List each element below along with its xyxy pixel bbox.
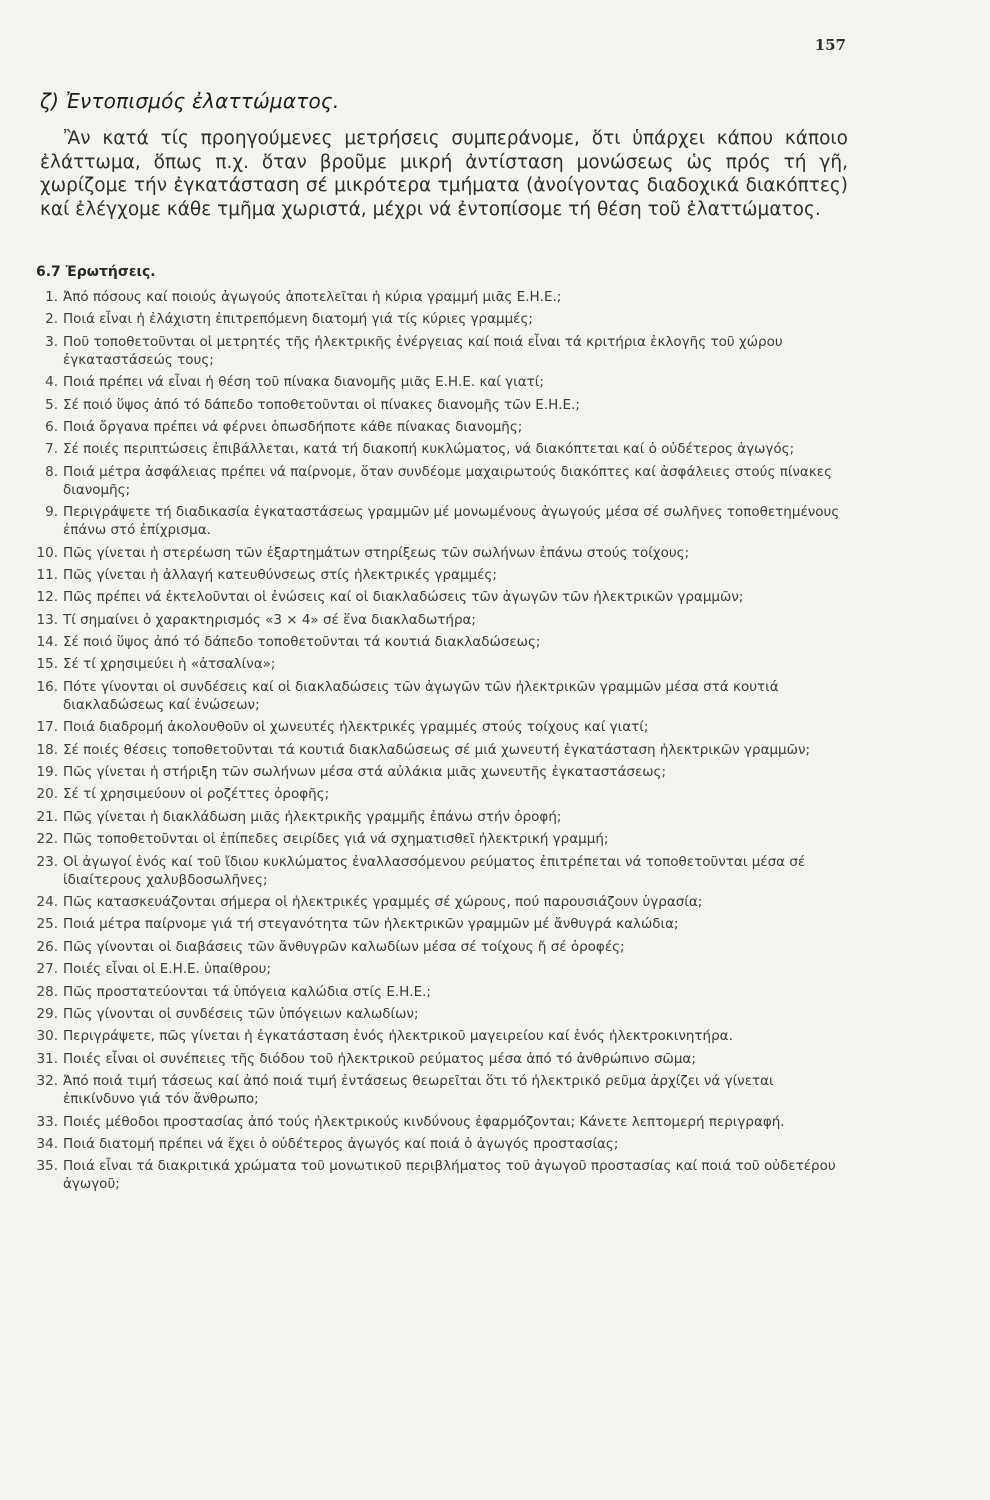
question-item-13 xyxy=(0,611,843,629)
question-text: Πῶς κατασκευάζονται σήμερα οἱ ἠλεκτρικές γραμμές σέ χώρους, πού παρουσιάζουν ὑγρασία; xyxy=(63,893,703,910)
question-number: 3. xyxy=(45,333,58,350)
question-number: 21. xyxy=(36,808,58,825)
question-number: 2. xyxy=(45,311,58,328)
question-item-34 xyxy=(0,1135,843,1153)
question-item-31 xyxy=(0,1050,843,1068)
question-item-27 xyxy=(0,960,843,978)
question-item-14 xyxy=(0,633,843,651)
question-item-16 xyxy=(0,678,843,714)
question-number: 31. xyxy=(36,1050,58,1067)
question-item-2 xyxy=(0,310,843,328)
question-text: Ποιά διαδρομή ἀκολουθοῦν οἱ χωνευτές ἠλεκτρικές γραμμές στούς τοίχους καί γιατί; xyxy=(63,719,649,736)
question-item-18 xyxy=(0,741,843,759)
question-item-17 xyxy=(0,718,843,736)
question-text: Σέ τί χρησιμεύουν οἱ ροζέττες ὀροφῆς; xyxy=(63,786,330,803)
question-text: Πῶς πρέπει νά ἐκτελοῦνται οἱ ἐνώσεις καί οἱ διακλαδώσεις τῶν ἀγωγῶν τῶν ἠλεκτρικῶν γραμμῶν; xyxy=(63,589,744,606)
question-number: 8. xyxy=(45,463,58,480)
question-text: Περιγράψετε τή διαδικασία ἐγκαταστάσεως γραμμῶν μέ μονωμένους ἀγωγούς μέσα σέ σωλῆνες τοποθετημένους ἐπάνω στό ἐπίχρισμα. xyxy=(63,504,840,539)
question-text: Σέ τί χρησιμεύει ἡ «ἀτσαλίνα»; xyxy=(63,656,276,673)
intro-paragraph: Ἂν κατά τίς προηγούμενες μετρήσεις συμπεράνομε, ὅτι ὑπάρχει κάπου κάποιο ἐλάττωμα, ὅπως π.χ. ὅταν βροῦμε μικρή ἀντίσταση μονώσεως ὡς πρός τή γῆ, χωρίζομε τήν ἐγκατάσταση σέ μικρότερα τμήματα (ἀνοίγοντας διαδοχικά διακόπτες) καί ἐλέγχομε κάθε τμῆμα χωριστά, μέχρι νά ἐντοπίσομε τή θέση τοῦ ἐλαττώματος. xyxy=(40,128,848,220)
question-text: Πῶς γίνονται οἱ συνδέσεις τῶν ὑπόγειων καλωδίων; xyxy=(63,1005,419,1022)
question-text: Ποιά μέτρα ἀσφάλειας πρέπει νά παίρνομε, ὅταν συνδέομε μαχαιρωτούς διακόπτες καί ἀσφάλειες στούς πίνακες διανομῆς; xyxy=(63,463,833,498)
question-number: 5. xyxy=(45,396,58,413)
question-number: 4. xyxy=(45,374,58,391)
question-number: 10. xyxy=(36,544,58,561)
question-number: 6. xyxy=(45,418,58,435)
question-number: 28. xyxy=(36,983,58,1000)
question-item-9 xyxy=(0,503,843,539)
question-number: 9. xyxy=(45,504,58,521)
question-text: Σέ ποιό ὕψος ἀπό τό δάπεδο τοποθετοῦνται τά κουτιά διακλαδώσεως; xyxy=(63,634,541,651)
question-item-33 xyxy=(0,1113,843,1131)
question-item-22 xyxy=(0,830,843,848)
question-number: 22. xyxy=(36,831,58,848)
question-item-28 xyxy=(0,983,843,1001)
question-item-29 xyxy=(0,1005,843,1023)
question-text: Ποιά εἶναι ἡ ἐλάχιστη ἐπιτρεπόμενη διατομή γιά τίς κύριες γραμμές; xyxy=(63,311,533,328)
question-text: Ποιά ὄργανα πρέπει νά φέρνει ὁπωσδήποτε κάθε πίνακας διανομῆς; xyxy=(63,418,523,435)
question-text: Πῶς γίνεται ἡ στήριξη τῶν σωλήνων μέσα στά αὐλάκια μιᾶς χωνευτῆς ἐγκαταστάσεως; xyxy=(63,764,667,781)
question-item-25 xyxy=(0,915,843,933)
section-heading: ζ) Ἐντοπισμός ἐλαττώματος. xyxy=(40,89,340,113)
question-item-24 xyxy=(0,893,843,911)
question-item-19 xyxy=(0,763,843,781)
question-number: 13. xyxy=(36,611,58,628)
question-text: Ποιά διατομή πρέπει νά ἔχει ὁ οὐδέτερος ἀγωγός καί ποιά ὁ ἀγωγός προστασίας; xyxy=(63,1135,619,1152)
question-number: 16. xyxy=(36,678,58,695)
question-text: Ἀπό πόσους καί ποιούς ἀγωγούς ἀποτελεῖται ἡ κύρια γραμμή μιᾶς Ε.Η.Ε.; xyxy=(63,289,562,305)
question-number: 18. xyxy=(36,741,58,758)
question-item-10 xyxy=(0,544,843,562)
question-text: Ποιά πρέπει νά εἶναι ἡ θέση τοῦ πίνακα διανομῆς μιᾶς Ε.Η.Ε. καί γιατί; xyxy=(63,374,544,391)
question-item-26 xyxy=(0,938,843,956)
question-text: Οἱ ἀγωγοί ἑνός καί τοῦ ἴδιου κυκλώματος ἐναλλασσόμενου ρεύματος ἐπιτρέπεται νά τοποθετοῦνται μέσα σέ ἰδιαίτερους χαλυβδοσωλῆνες; xyxy=(63,853,806,888)
question-text: Ποιές εἶναι οἱ συνέπειες τῆς διόδου τοῦ ἠλεκτρικοῦ ρεύματος μέσα ἀπό τό ἀνθρώπινο σῶμα; xyxy=(63,1050,696,1067)
question-list xyxy=(0,288,990,1198)
question-text: Πῶς γίνεται ἡ διακλάδωση μιᾶς ἠλεκτρικῆς γραμμῆς ἐπάνω στήν ὀροφή; xyxy=(63,808,562,825)
question-text: Ἀπό ποιά τιμή τάσεως καί ἀπό ποιά τιμή ἐντάσεως θεωρεῖται ὅτι τό ἠλεκτρικό ρεῦμα ἀρχίζει νά γίνεται ἐπικίνδυνο γιά τόν ἄνθρωπο; xyxy=(63,1073,774,1108)
question-item-4 xyxy=(0,373,843,391)
question-text: Πῶς γίνεται ἡ στερέωση τῶν ἐξαρτημάτων στηρίξεως τῶν σωλήνων ἐπάνω στούς τοίχους; xyxy=(63,544,690,561)
question-number: 19. xyxy=(36,764,58,781)
question-text: Πῶς προστατεύονται τά ὑπόγεια καλώδια στίς Ε.Η.Ε.; xyxy=(63,983,431,1000)
question-item-21 xyxy=(0,808,843,826)
question-text: Ποιά εἶναι τά διακριτικά χρώματα τοῦ μονωτικοῦ περιβλήματος τοῦ ἀγωγοῦ προστασίας καί ποιά τοῦ οὐδετέρου ἀγωγοῦ; xyxy=(63,1158,836,1193)
page-number: 157 xyxy=(814,36,846,54)
question-number: 14. xyxy=(36,634,58,651)
question-item-11 xyxy=(0,566,843,584)
question-number: 7. xyxy=(45,441,58,458)
question-item-1 xyxy=(0,288,843,306)
question-number: 20. xyxy=(36,786,58,803)
question-item-32 xyxy=(0,1072,843,1108)
question-number: 11. xyxy=(36,566,58,583)
question-number: 12. xyxy=(36,589,58,606)
question-item-23 xyxy=(0,853,843,889)
question-number: 33. xyxy=(36,1113,58,1130)
question-number: 35. xyxy=(36,1158,58,1175)
question-number: 27. xyxy=(36,961,58,978)
question-item-3 xyxy=(0,333,843,369)
question-text: Σέ ποιές περιπτώσεις ἐπιβάλλεται, κατά τή διακοπή κυκλώματος, νά διακόπτεται καί ὁ οὐδέτερος ἀγωγός; xyxy=(63,441,795,458)
question-item-5 xyxy=(0,396,843,414)
question-number: 23. xyxy=(36,853,58,870)
question-number: 24. xyxy=(36,893,58,910)
question-item-12 xyxy=(0,588,843,606)
question-item-35 xyxy=(0,1157,843,1193)
question-text: Πότε γίνονται οἱ συνδέσεις καί οἱ διακλαδώσεις τῶν ἀγωγῶν τῶν ἠλεκτρικῶν γραμμῶν μέσα στά κουτιά διακλαδώσεως καί ἐνώσεων; xyxy=(63,678,779,713)
question-item-7 xyxy=(0,440,843,458)
question-number: 25. xyxy=(36,916,58,933)
question-number: 17. xyxy=(36,719,58,736)
question-item-20 xyxy=(0,785,843,803)
question-item-8 xyxy=(0,463,843,499)
question-text: Περιγράψετε, πῶς γίνεται ἡ ἐγκατάσταση ἑνός ἠλεκτρικοῦ μαγειρείου καί ἑνός ἠλεκτροκινητήρα. xyxy=(63,1028,733,1045)
question-number: 1. xyxy=(45,289,58,305)
questions-heading: 6.7 Ἐρωτήσεις. xyxy=(36,264,156,280)
question-number: 26. xyxy=(36,938,58,955)
question-text: Ποιές εἶναι οἱ Ε.Η.Ε. ὑπαίθρου; xyxy=(63,961,272,978)
question-text: Τί σημαίνει ὁ χαρακτηρισμός «3 × 4» σέ ἕνα διακλαδωτήρα; xyxy=(63,611,476,628)
question-text: Σέ ποιές θέσεις τοποθετοῦνται τά κουτιά διακλαδώσεως σέ μιά χωνευτή ἐγκατάσταση ἠλεκτρικῶν γραμμῶν; xyxy=(63,741,811,758)
question-number: 30. xyxy=(36,1028,58,1045)
question-text: Πῶς τοποθετοῦνται οἱ ἐπίπεδες σειρίδες γιά νά σχηματισθεῖ ἠλεκτρική γραμμή; xyxy=(63,831,609,848)
question-text: Πῶς γίνονται οἱ διαβάσεις τῶν ἄνθυγρῶν καλωδίων μέσα σέ τοίχους ἤ σέ ὀροφές; xyxy=(63,938,625,955)
question-text: Ποῦ τοποθετοῦνται οἱ μετρητές τῆς ἠλεκτρικῆς ἐνέργειας καί ποιά εἶναι τά κριτήρια ἐκλογῆς τοῦ χώρου ἐγκαταστάσεώς τους; xyxy=(63,333,783,368)
question-text: Σέ ποιό ὕψος ἀπό τό δάπεδο τοποθετοῦνται οἱ πίνακες διανομῆς τῶν Ε.Η.Ε.; xyxy=(63,396,580,413)
question-number: 29. xyxy=(36,1005,58,1022)
question-item-30 xyxy=(0,1027,843,1045)
question-number: 32. xyxy=(36,1073,58,1090)
question-number: 15. xyxy=(36,656,58,673)
question-text: Πῶς γίνεται ἡ ἀλλαγή κατευθύνσεως στίς ἠλεκτρικές γραμμές; xyxy=(63,566,497,583)
question-number: 34. xyxy=(36,1135,58,1152)
question-text: Ποιές μέθοδοι προστασίας ἀπό τούς ἠλεκτρικούς κινδύνους ἐφαρμόζονται; Κάνετε λεπτομερή περιγραφή. xyxy=(63,1113,785,1130)
question-item-6 xyxy=(0,418,843,436)
question-item-15 xyxy=(0,655,843,673)
question-text: Ποιά μέτρα παίρνομε γιά τή στεγανότητα τῶν ἠλεκτρικῶν γραμμῶν μέ ἄνθυγρά καλώδια; xyxy=(63,916,679,933)
